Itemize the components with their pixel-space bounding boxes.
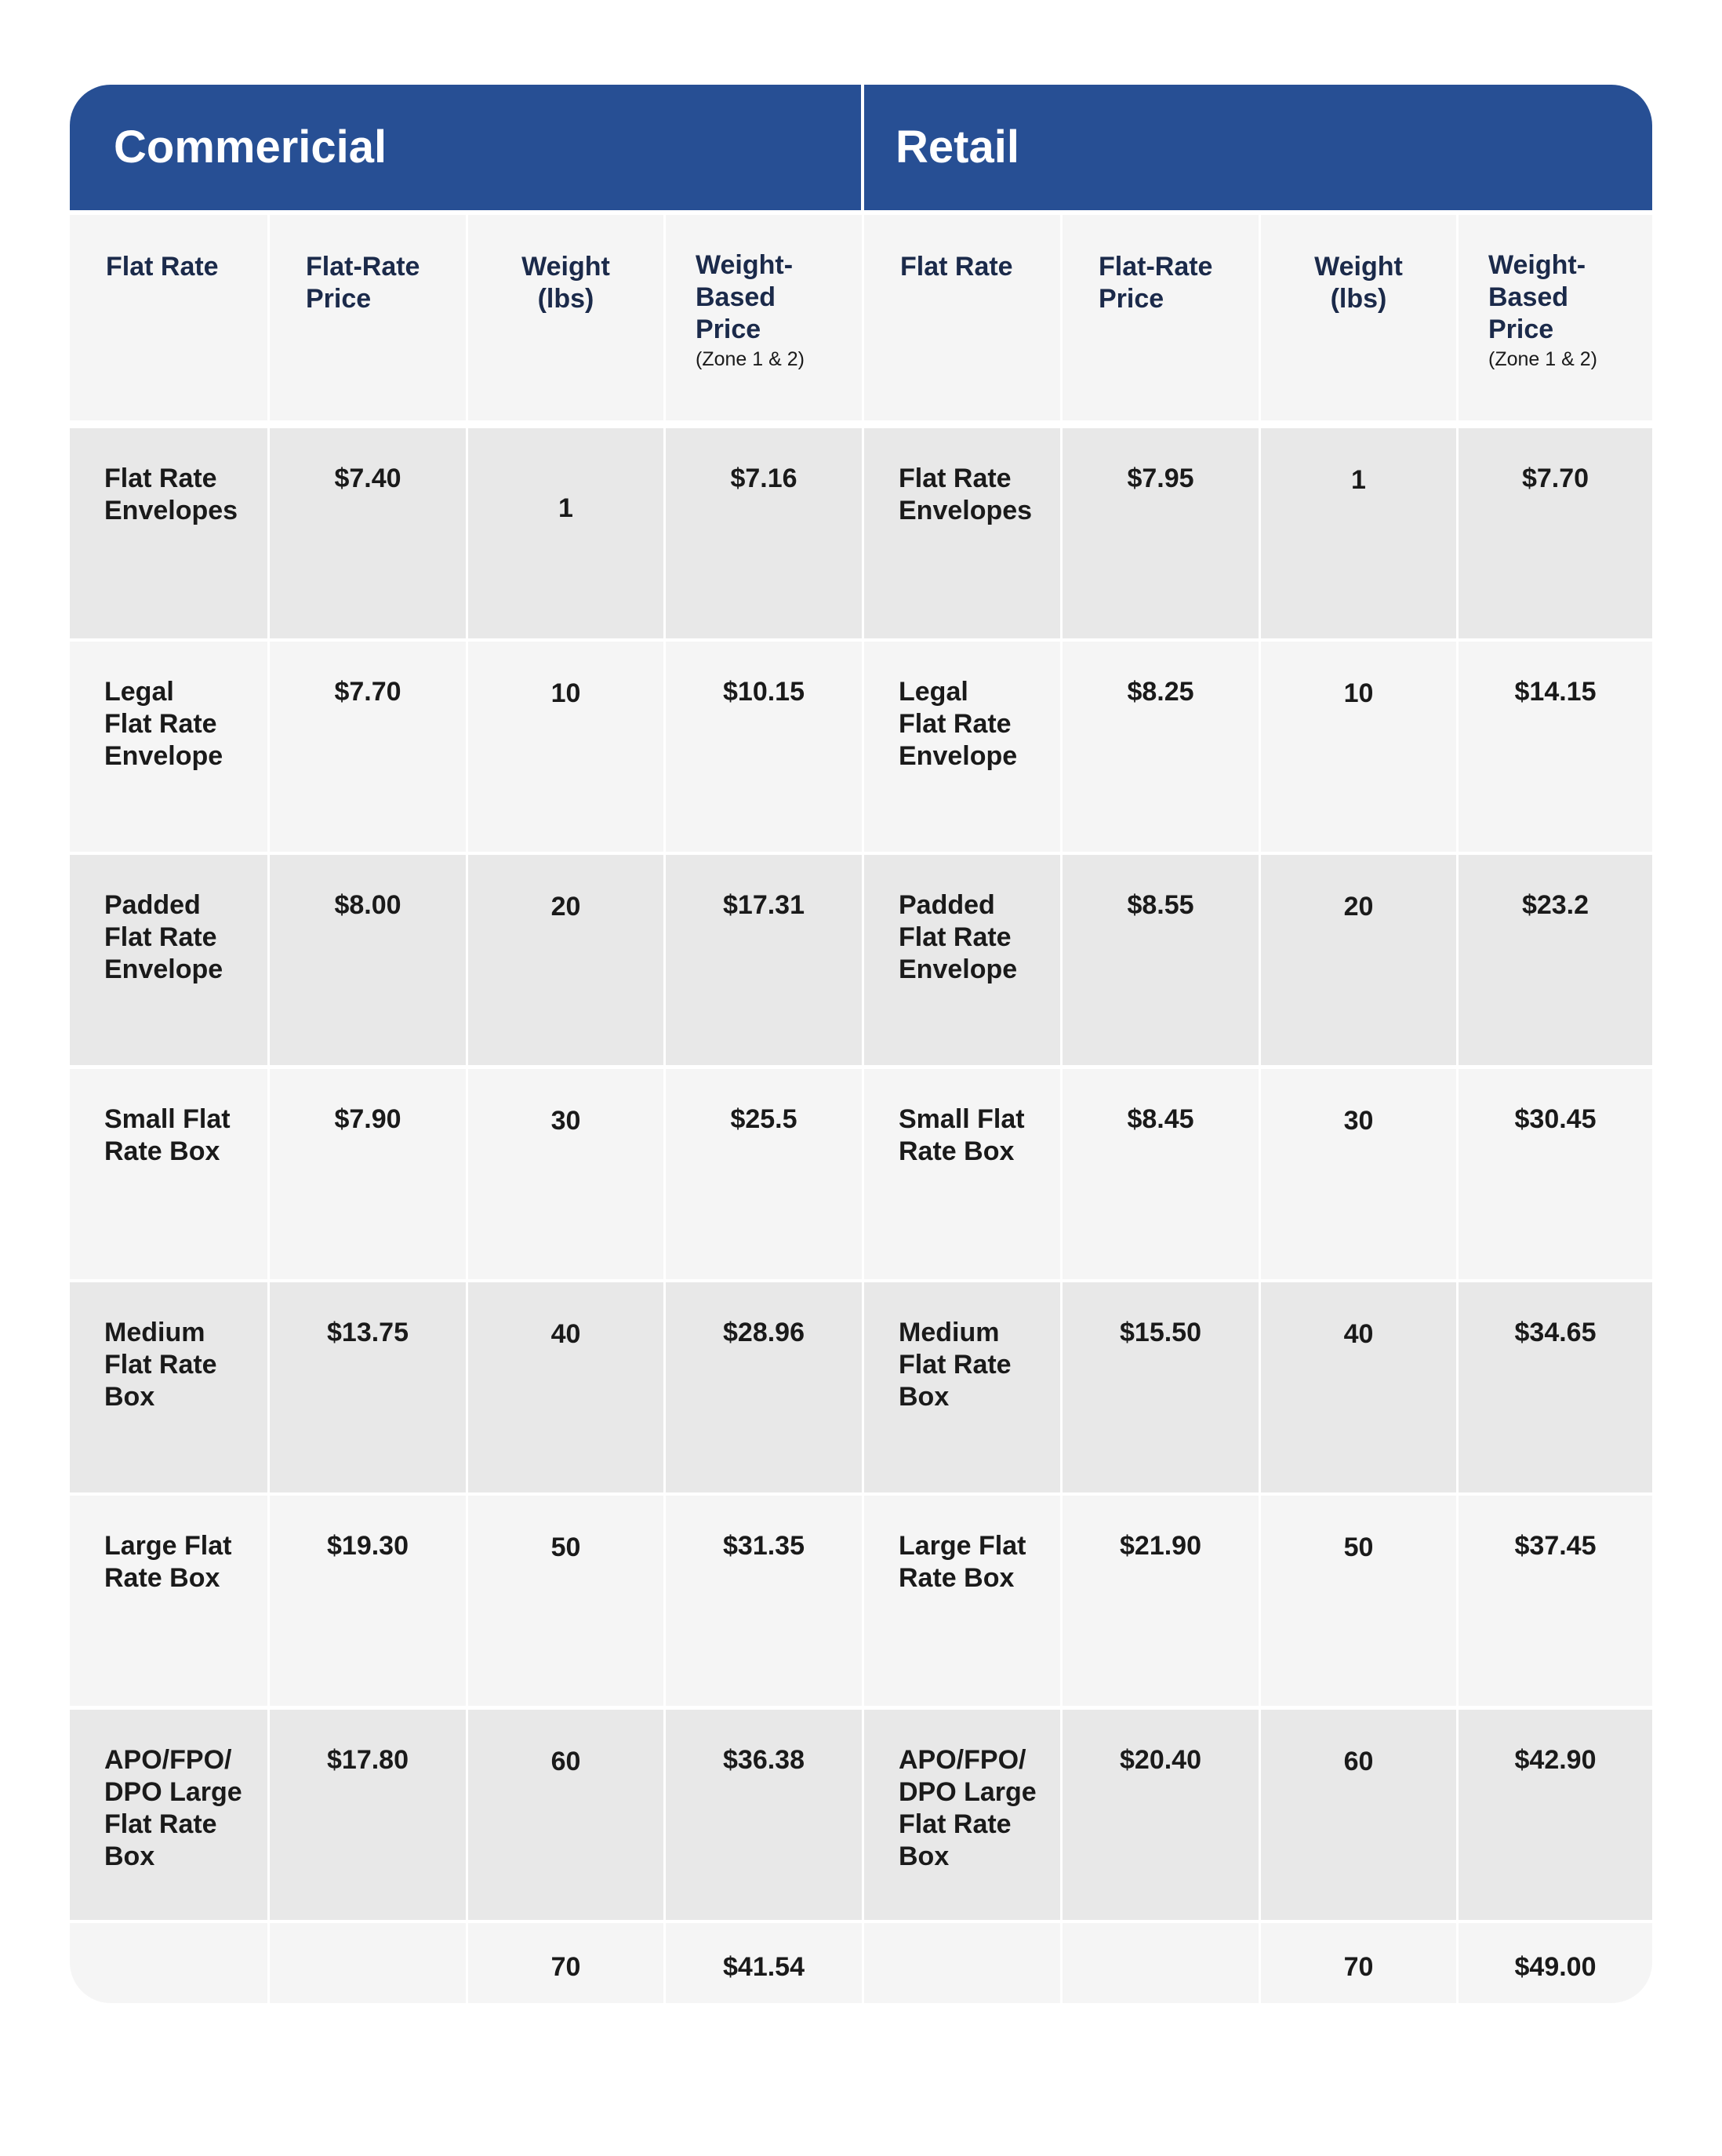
commercial-cell-value: Large Flat Rate Box [104,1531,232,1593]
commercial-table-cell [270,428,466,638]
retail-cell-value: Small Flat Rate Box [899,1104,1025,1166]
commercial-header-cell [666,215,862,420]
commercial-column-header: Weight (lbs) [521,252,610,314]
commercial-cell-value: Flat Rate Envelopes [104,464,238,525]
retail-table-cell [1063,428,1259,638]
retail-table-cell [1261,1069,1456,1279]
retail-cell-value: $20.40 [1120,1745,1201,1775]
retail-table-cell [1459,1282,1652,1492]
commercial-table-cell [666,1069,862,1279]
retail-table-cell [1261,1923,1456,2003]
commercial-title: Commericial [114,122,387,173]
retail-cell-value: Flat Rate Envelopes [899,464,1033,525]
commercial-table-cell [70,428,267,638]
retail-table-cell [1261,1710,1456,1920]
retail-cell-value: $7.70 [1521,464,1589,493]
commercial-cell-value: $17.31 [723,890,805,920]
commercial-cell-value: $28.96 [723,1318,805,1347]
commercial-cell-value: Medium Flat Rate Box [104,1318,217,1412]
retail-cell-value: 20 [1343,892,1374,922]
commercial-table-cell [70,1496,267,1706]
retail-table-cell [1063,642,1259,852]
retail-cell-value: $37.45 [1514,1531,1597,1561]
retail-cell-value: APO/FPO/ DPO Large Flat Rate Box [899,1745,1037,1871]
retail-column-header: Flat Rate [900,252,1013,282]
retail-column-header: Weight (lbs) [1314,252,1403,314]
retail-cell-value: $7.95 [1127,464,1194,493]
retail-title: Retail [896,122,1019,173]
retail-table-cell [864,1923,1060,2003]
rate-table [70,85,1652,2003]
retail-table-cell [1063,1282,1259,1492]
retail-cell-value: 70 [1343,1952,1374,1982]
retail-table-cell [1261,428,1456,638]
commercial-table-cell [270,1496,466,1706]
commercial-table-cell [70,1923,267,2003]
commercial-column-header: Weight- Based Price [696,250,794,344]
retail-table-cell [1261,1282,1456,1492]
commercial-table-cell [70,855,267,1065]
commercial-cell-value: Padded Flat Rate Envelope [104,890,223,984]
retail-header-cell [864,215,1060,420]
retail-table-cell [1261,1496,1456,1706]
commercial-cell-value: 10 [550,678,581,708]
commercial-table-cell [468,1496,663,1706]
commercial-zone-note: (Zone 1 & 2) [696,348,805,370]
commercial-header-cell [468,215,663,420]
retail-table-cell [1459,855,1652,1065]
retail-zone-note: (Zone 1 & 2) [1488,348,1597,370]
retail-table-cell [1063,1496,1259,1706]
commercial-cell-value: 70 [550,1952,581,1982]
retail-cell-value: $8.25 [1127,677,1194,707]
retail-cell-value: 60 [1343,1747,1374,1776]
retail-table-cell [864,642,1060,852]
commercial-table-cell [70,1710,267,1920]
commercial-cell-value: $19.30 [327,1531,409,1561]
commercial-table-cell [70,1282,267,1492]
commercial-cell-value: $13.75 [327,1318,409,1347]
banner-divider [861,85,864,210]
retail-cell-value: $8.45 [1127,1104,1194,1134]
commercial-table-cell [270,1069,466,1279]
retail-table-cell [1063,1069,1259,1279]
commercial-cell-value: 60 [550,1747,581,1776]
retail-cell-value: 1 [1351,465,1366,495]
commercial-table-cell [666,1496,862,1706]
commercial-table-cell [70,642,267,852]
commercial-cell-value: $8.00 [334,890,401,920]
retail-cell-value: $42.90 [1514,1745,1597,1775]
retail-cell-value: Legal Flat Rate Envelope [899,677,1018,771]
retail-table-cell [1063,1710,1259,1920]
commercial-table-cell [70,1069,267,1279]
commercial-table-cell [468,642,663,852]
retail-table-cell [864,855,1060,1065]
commercial-header-cell [70,215,267,420]
commercial-cell-value: 30 [550,1106,581,1136]
commercial-table-cell [270,855,466,1065]
commercial-table-cell [666,1923,862,2003]
commercial-column-header: Flat Rate [106,252,219,282]
retail-table-cell [1459,428,1652,638]
retail-table-cell [1459,1496,1652,1706]
commercial-table-cell [666,642,862,852]
retail-cell-value: $23.2 [1521,890,1589,920]
commercial-table-cell [666,428,862,638]
commercial-table-cell [666,855,862,1065]
retail-cell-value: Large Flat Rate Box [899,1531,1026,1593]
commercial-cell-value: $7.90 [334,1104,401,1134]
retail-cell-value: 30 [1343,1106,1374,1136]
commercial-table-cell [666,1710,862,1920]
retail-column-header: Weight- Based Price [1488,250,1586,344]
retail-header-cell [1063,215,1259,420]
retail-cell-value: 10 [1343,678,1374,708]
retail-cell-value: $21.90 [1120,1531,1201,1561]
retail-cell-value: Medium Flat Rate Box [899,1318,1012,1412]
commercial-cell-value: $31.35 [723,1531,805,1561]
commercial-cell-value: $7.40 [334,464,401,493]
commercial-table-cell [666,1282,862,1492]
retail-table-cell [1063,1923,1259,2003]
retail-table-cell [1261,855,1456,1065]
commercial-cell-value: Small Flat Rate Box [104,1104,231,1166]
commercial-cell-value: $17.80 [327,1745,409,1775]
commercial-table-cell [270,1282,466,1492]
retail-table-cell [864,1282,1060,1492]
retail-cell-value: $34.65 [1514,1318,1597,1347]
retail-cell-value: $8.55 [1127,890,1194,920]
commercial-table-cell [468,855,663,1065]
commercial-cell-value: $10.15 [723,677,805,707]
retail-table-cell [864,1069,1060,1279]
retail-table-cell [1459,642,1652,852]
retail-cell-value: $15.50 [1120,1318,1201,1347]
retail-table-cell [1459,1069,1652,1279]
commercial-cell-value: $7.70 [334,677,401,707]
commercial-cell-value: $36.38 [723,1745,805,1775]
commercial-table-cell [468,1069,663,1279]
retail-cell-value: $30.45 [1514,1104,1597,1134]
retail-table-cell [1459,1710,1652,1920]
commercial-column-header: Flat-Rate Price [306,252,420,314]
retail-header-cell [1459,215,1652,420]
commercial-table-cell [468,1282,663,1492]
commercial-table-cell [468,1923,663,2003]
retail-column-header: Flat-Rate Price [1099,252,1213,314]
commercial-table-cell [270,642,466,852]
commercial-cell-value: $7.16 [730,464,797,493]
commercial-header-cell [270,215,466,420]
retail-cell-value: $14.15 [1514,677,1597,707]
commercial-cell-value: 50 [550,1532,581,1562]
retail-table-cell [864,1710,1060,1920]
retail-cell-value: 50 [1343,1532,1374,1562]
retail-header-cell [1261,215,1456,420]
commercial-table-cell [270,1710,466,1920]
retail-cell-value: $49.00 [1514,1952,1597,1982]
commercial-table-cell [468,428,663,638]
commercial-cell-value: Legal Flat Rate Envelope [104,677,223,771]
retail-table-cell [864,1496,1060,1706]
commercial-table-cell [270,1923,466,2003]
commercial-cell-value: 1 [558,493,573,523]
commercial-table-cell [468,1710,663,1920]
retail-cell-value: Padded Flat Rate Envelope [899,890,1018,984]
commercial-cell-value: 40 [550,1319,581,1349]
retail-table-cell [1063,855,1259,1065]
table-banner [70,85,1652,210]
retail-table-cell [1261,642,1456,852]
commercial-cell-value: APO/FPO/ DPO Large Flat Rate Box [104,1745,242,1871]
commercial-cell-value: $41.54 [723,1952,805,1982]
commercial-cell-value: $25.5 [730,1104,797,1134]
retail-table-cell [864,428,1060,638]
commercial-cell-value: 20 [550,892,581,922]
retail-cell-value: 40 [1343,1319,1374,1349]
retail-table-cell [1459,1923,1652,2003]
